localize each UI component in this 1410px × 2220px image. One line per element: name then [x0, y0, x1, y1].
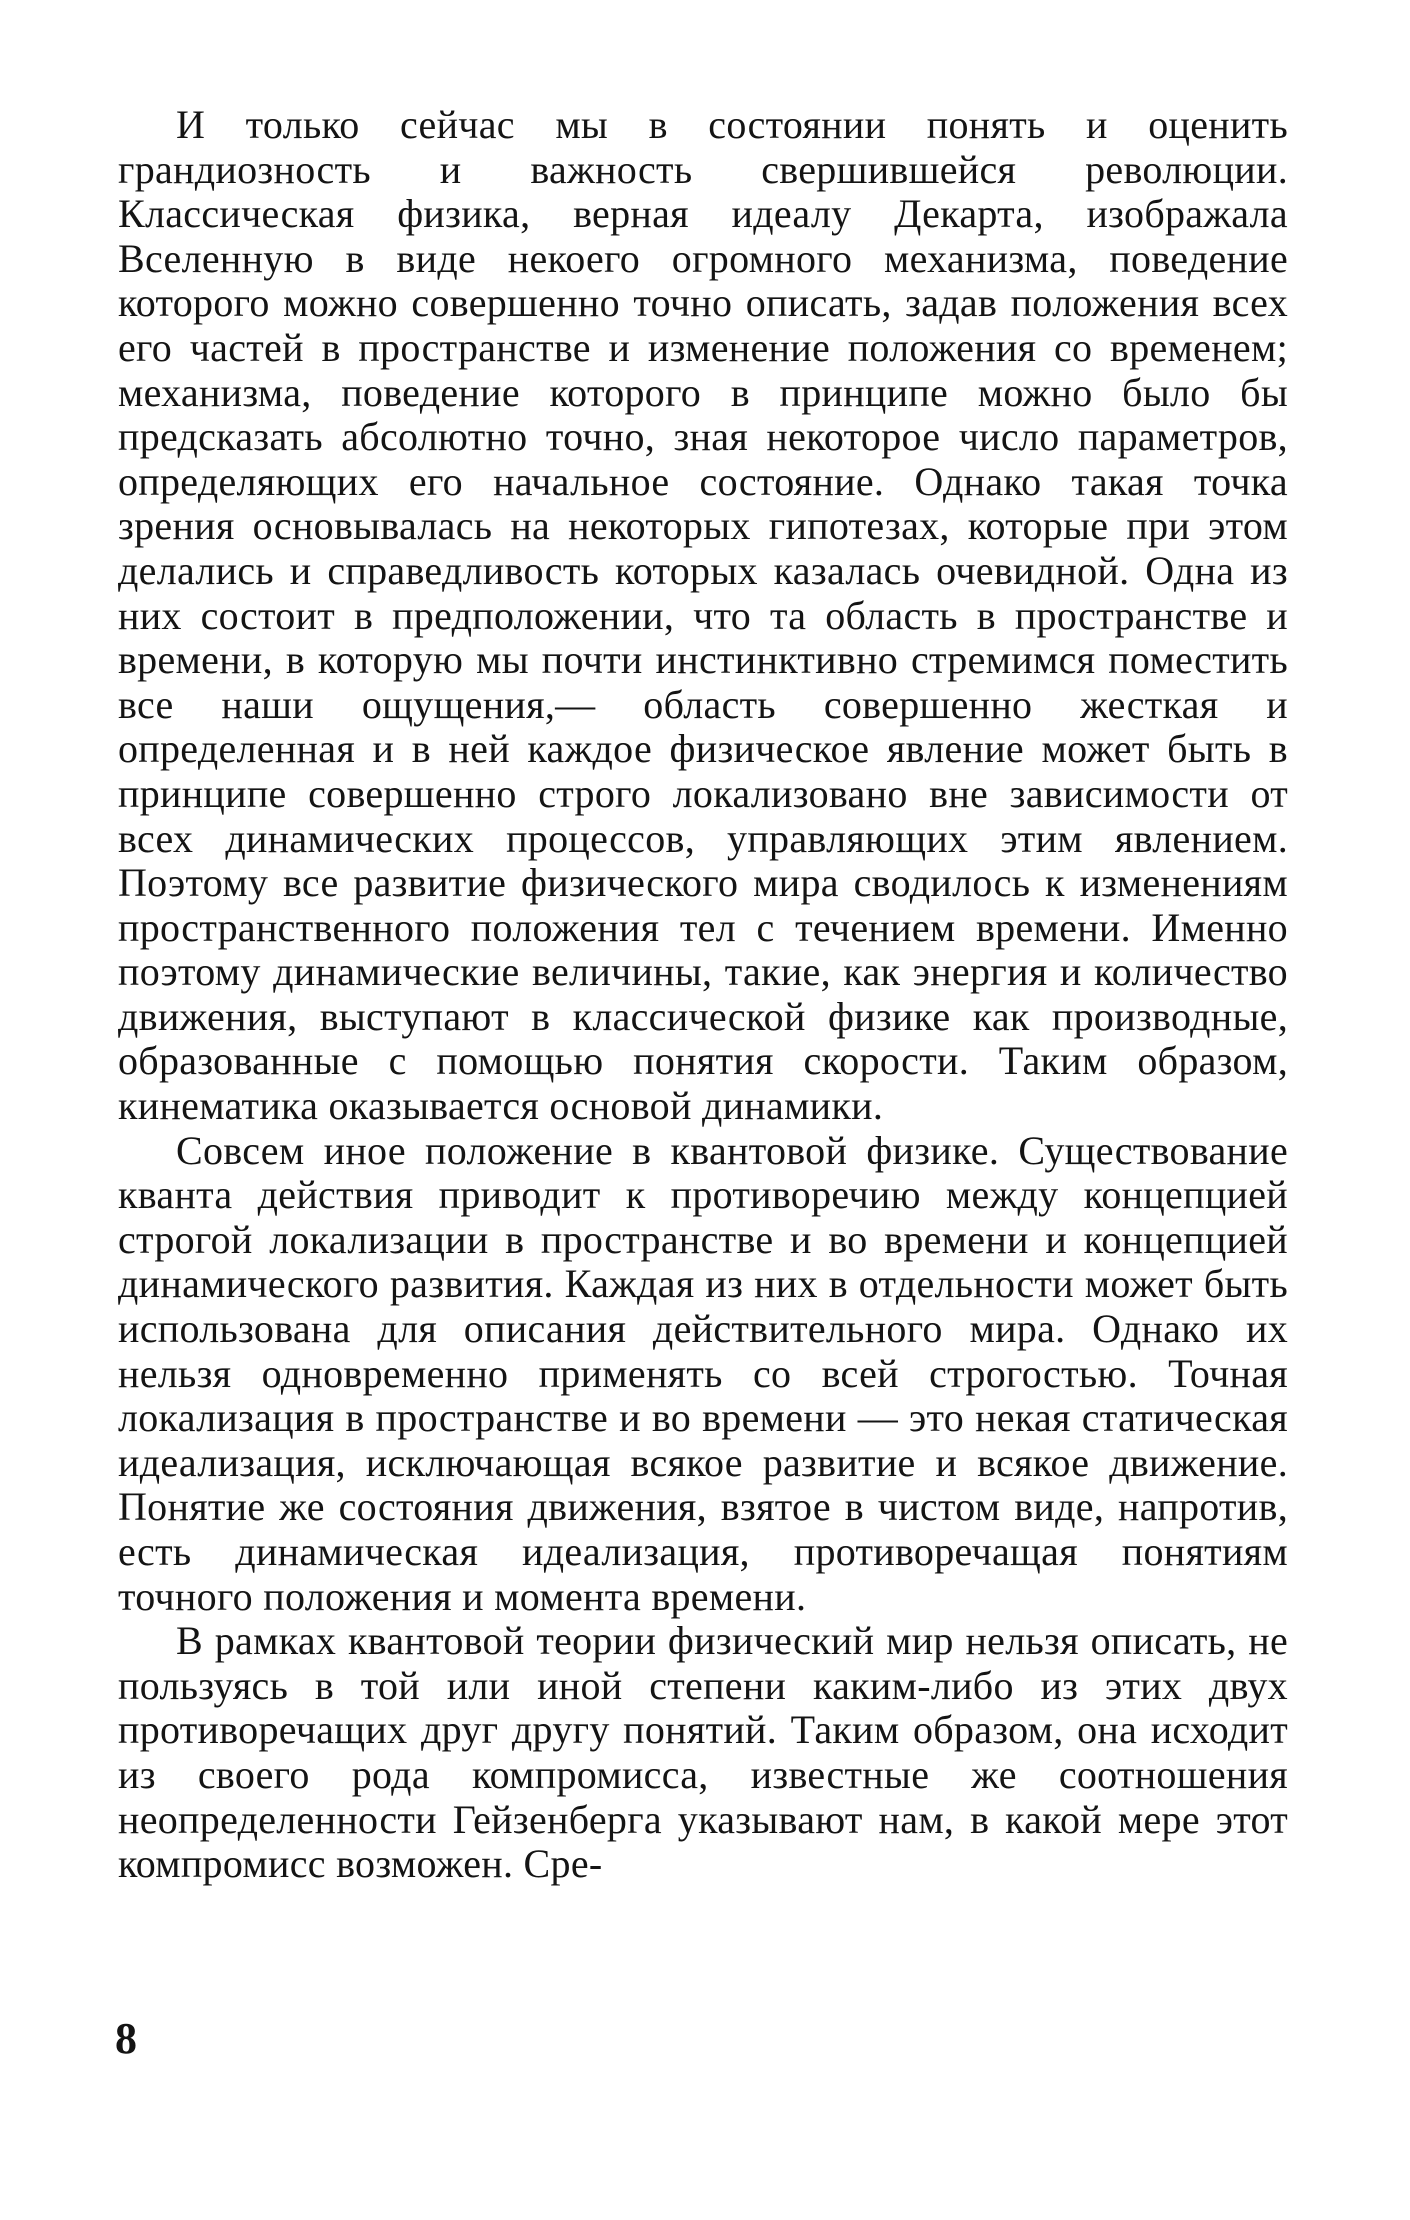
paragraph-quantum-physics: Совсем иное положение в квантовой физике. Существование кванта действия приводит к противоречию между концепцией строгой локализации в пространстве и во времени и концепцией динамического развития. Каждая из них в отдельности может быть использована для описания действительного мира. Однако их нельзя одновременно применять со всей строгостью. Точная локализация в пространстве и во времени — это некая статическая идеализация, исключающая всякое развитие и всякое движение. Понятие же состояния движения, взятое в чистом виде, напротив, есть динамическая идеализация, противоречащая понятиям точного положения и момента времени.: [118, 1127, 1288, 1619]
paragraph-classical-physics: И только сейчас мы в состоянии понять и оценить грандиозность и важность свершившейся революции. Классическая физика, верная идеалу Декарта, изображала Вселенную в виде некоего огромного механизма, поведение которого можно совершенно точно описать, задав положения всех его частей в пространстве и изменение положения со временем; механизма, поведение которого в принципе можно было бы предсказать абсолютно точно, зная некоторое число параметров, определяющих его начальное состояние. Однако такая точка зрения основывалась на некоторых гипотезах, которые при этом делались и справедливость которых казалась очевидной. Одна из них состоит в предположении, что та область в пространстве и времени, в которую мы почти инстинктивно стремимся поместить все наши ощущения,— область совершенно жесткая и определенная и в ней каждое физическое явление может быть в принципе совершенно строго локализовано вне зависимости от всех динамических процессов, управляющих этим явлением. Поэтому все развитие физического мира сводилось к изменениям пространственного положения тел с течением времени. Именно поэтому динамические величины, такие, как энергия и количество движения, выступают в классической физике как производные, образованные с помощью понятия скорости. Таким образом, кинематика оказывается основой динамики.: [118, 102, 1288, 1129]
body-text: [118, 103, 1288, 1887]
page-number: 8: [115, 2014, 137, 2063]
paragraph-compromise: В рамках квантовой теории физический мир нельзя описать, не пользуясь в той или иной степени каким-либо из этих двух противоречащих друг другу понятий. Таким образом, она исходит из своего рода компромисса, известные же соотношения неопределенности Гейзенберга указывают нам, в какой мере этот компромисс возможен. Сре-: [118, 1618, 1288, 1887]
